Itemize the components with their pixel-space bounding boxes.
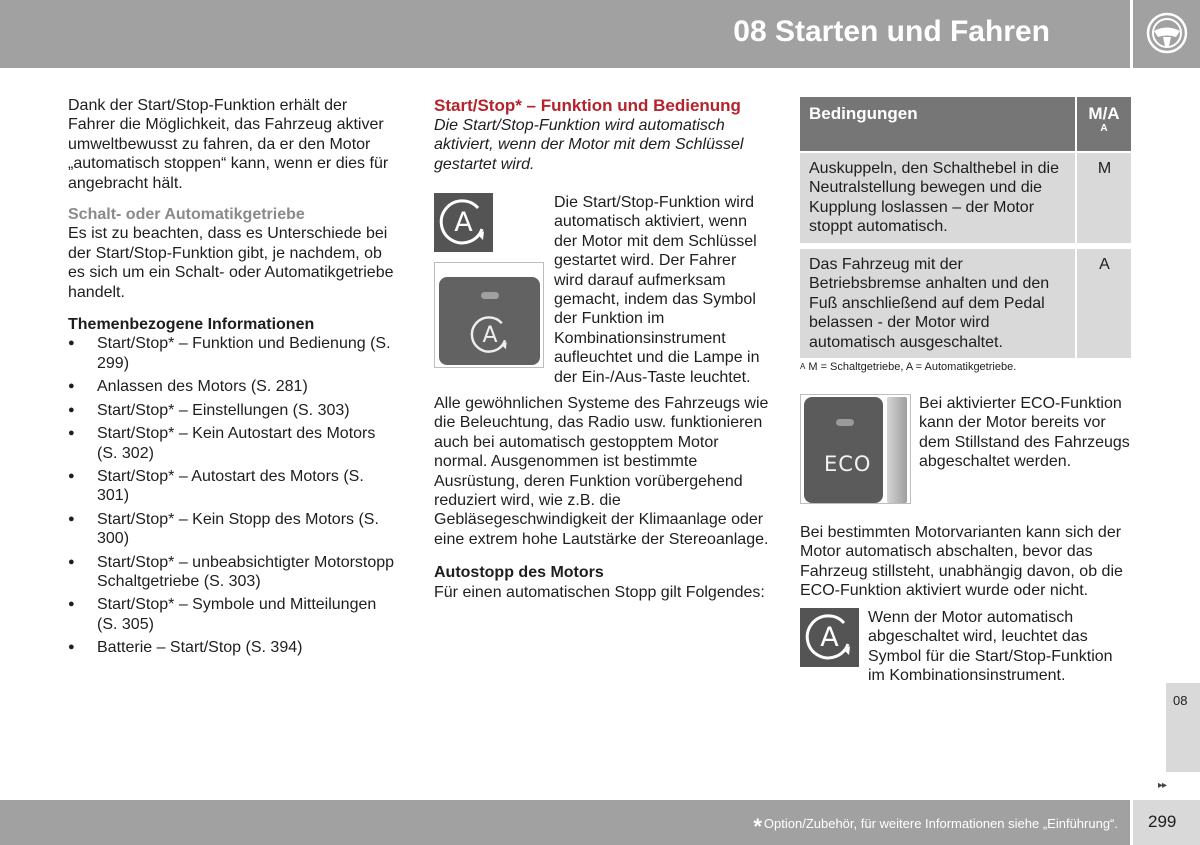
chapter-icon-box [1133, 0, 1200, 68]
table-header-conditions: Bedingungen [800, 97, 1075, 151]
section-title: Start/Stop* – Funktion und Bedienung [434, 96, 741, 115]
related-link[interactable]: ● Start/Stop* – Funktion und Bedienung (S. 299) [68, 334, 398, 373]
eco-button-image [800, 394, 911, 504]
variants-paragraph: Bei bestimmten Motorvarianten kann sich der Motor automatisch abschalten, bevor das Fahrzeug stillsteht, unabhängig davon, ob die ECO-Funktion aktiviert wurde oder nicht. [800, 524, 1123, 600]
table-cell-condition: Auskuppeln, den Schalthebel in die Neutralstellung bewegen und die Kupplung loslassen – der Motor stoppt automatisch. [800, 151, 1075, 243]
indicator-paragraph: Wenn der Motor automatisch abgeschaltet wird, leuchtet das Symbol für die Start/Stop-Funktion im Kombinationsinstrument. [868, 609, 1113, 685]
icon-description [554, 193, 769, 387]
conditions-table-wrap [800, 97, 1131, 358]
gearbox-paragraph: Es ist zu beachten, dass es Unterschiede bei der Start/Stop-Funktion gibt, je nachdem, ob es sich um ein Schalt- oder Automatikgetriebe handelt. [68, 225, 394, 301]
chapter-title: 08 Starten und Fahren [733, 15, 1050, 48]
autostop-paragraph: Für einen automatischen Stopp gilt Folgendes: [434, 583, 765, 601]
table-cell-value: A [1075, 243, 1131, 358]
variants-block [800, 523, 1135, 601]
eco-adjacent-button [887, 397, 907, 503]
chapter-tab-label: 08 [1173, 693, 1188, 708]
chapter-side-tab[interactable] [1166, 683, 1200, 772]
steering-wheel-icon [1146, 12, 1188, 54]
page-number: 299 [1148, 812, 1177, 831]
related-link[interactable]: ● Start/Stop* – Autostart des Motors (S. 301) [68, 467, 398, 506]
footer-bar [0, 800, 1130, 845]
indicator-description [868, 608, 1133, 686]
column-left [68, 96, 398, 662]
related-link[interactable]: ● Start/Stop* – Symbole und Mitteilungen (S. 305) [68, 595, 398, 634]
related-link[interactable]: ● Start/Stop* – unbeabsichtigter Motorstopp Schaltgetriebe (S. 303) [68, 553, 398, 592]
eco-description [919, 394, 1134, 472]
conditions-table [800, 97, 1131, 358]
related-link[interactable]: ● Start/Stop* – Kein Autostart des Motors (S. 302) [68, 424, 398, 463]
table-header-ma-label: M/A [1088, 104, 1120, 123]
table-footnote [800, 360, 1016, 374]
footer-note-text: Option/Zubehör, für weitere Informationen siehe „Einführung“. [763, 816, 1118, 831]
continue-arrows-icon: ▸▸ [1158, 780, 1167, 791]
table-cell-value: M [1075, 151, 1131, 243]
systems-paragraph: Alle gewöhnlichen Systeme des Fahrzeugs wie die Beleuchtung, das Radio usw. funktionieren auch bei automatisch gestopptem Motor normal. Ausgenommen ist bestimmte Ausrüstung, deren Funktion vorübergehend reduziert wird, wie z.B. die Gebläsegeschwindigkeit der Klimaanlage oder eine extrem hohe Lautstärke der Stereoanlage. [434, 395, 769, 548]
auto-start-stop-icon [434, 193, 493, 252]
column-middle-lower [434, 394, 769, 602]
table-header-ma-sup: A [1100, 123, 1108, 135]
svg-text:A: A [820, 622, 839, 653]
related-link[interactable]: ● Anlassen des Motors (S. 281) [68, 377, 398, 396]
eco-paragraph: Bei aktivierter ECO-Funktion kann der Motor bereits vor dem Stillstand des Fahrzeugs abgeschaltet werden. [919, 395, 1130, 471]
related-link[interactable]: ● Batterie – Start/Stop (S. 394) [68, 638, 398, 657]
related-link[interactable]: ● Start/Stop* – Kein Stopp des Motors (S. 300) [68, 510, 398, 549]
column-middle [434, 96, 769, 174]
svg-text:A: A [454, 207, 473, 238]
header-bar [0, 0, 1130, 68]
related-link[interactable]: ● Start/Stop* – Einstellungen (S. 303) [68, 401, 398, 420]
footnote-text: M = Schaltgetriebe, A = Automatikgetriebe. [808, 361, 1017, 373]
auto-start-stop-icon [800, 608, 859, 667]
gearbox-heading: Schalt- oder Automatikgetriebe [68, 206, 305, 224]
svg-text:A: A [482, 322, 498, 348]
autostop-heading: Autostopp des Motors [434, 564, 604, 582]
table-row [800, 243, 1131, 358]
footer-note [753, 814, 1118, 839]
section-lead: Die Start/Stop-Funktion wird automatisch aktiviert, wenn der Motor mit dem Schlüssel gestartet wird. [434, 117, 744, 173]
eco-led [836, 419, 854, 426]
eco-button [804, 397, 883, 503]
footer-star: * [753, 814, 762, 839]
footnote-mark: A [800, 362, 806, 371]
table-row [800, 151, 1131, 243]
table-cell-condition: Das Fahrzeug mit der Betriebsbremse anhalten und den Fuß anschließend auf dem Pedal belassen - der Motor wird automatisch ausgeschaltet. [800, 243, 1075, 358]
intro-paragraph: Dank der Start/Stop-Funktion erhält der Fahrer die Möglichkeit, das Fahrzeug aktiver umweltbewusst zu fahren, da er den Motor „automatisch stoppen“ kann, wenn er dies für angebracht hält. [68, 97, 389, 192]
related-list [68, 334, 398, 657]
page-number-box [1133, 800, 1200, 845]
related-heading: Themenbezogene Informationen [68, 316, 315, 334]
table-header-ma [1075, 97, 1131, 151]
icon-paragraph: Die Start/Stop-Funktion wird automatisch aktiviert, wenn der Motor mit dem Schlüssel gestartet wird. Der Fahrer wird darauf aufmerksam gemacht, indem das Symbol der Funktion im Kombinationsinstrument aufleuchtet und die Lampe in der Ein-/Aus-Taste leuchtet. [554, 194, 760, 386]
auto-start-stop-button-icon [434, 262, 544, 368]
eco-label: ECO [824, 452, 872, 476]
